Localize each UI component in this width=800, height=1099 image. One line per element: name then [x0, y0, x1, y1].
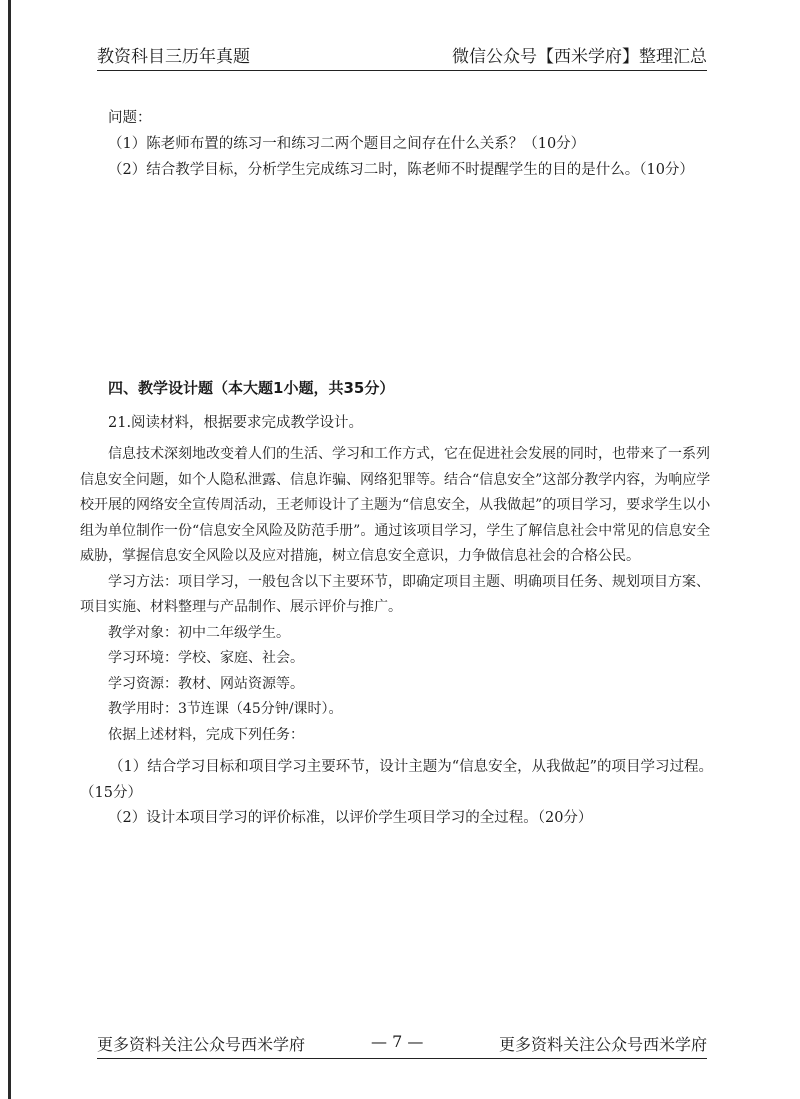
page-header	[97, 40, 707, 71]
section-instruction: 21.阅读材料，根据要求完成教学设计。	[108, 415, 364, 431]
page-footer	[97, 1032, 707, 1059]
footer-right: 更多资料关注公众号西米学府	[498, 1035, 707, 1054]
material-paragraph: 信息技术深刻地改变着人们的生活、学习和工作方式，它在促进社会发展的同时，也带来了一系列信息安全问题，如个人隐私泄露、信息诈骗、网络犯罪等。结合“信息安全”这部分教学内容，为响应学校开展的网络安全宣传周活动，王老师设计了主题为“信息安全，从我做起”的项目学习，要求学生以小组为单位制作一份“信息安全风险及防范手册”。通过该项目学习，学生了解信息社会中常见的信息安全威胁，掌握信息安全风险以及应对措施，树立信息安全意识，力争做信息社会的合格公民。	[80, 446, 711, 564]
section-title: 四、教学设计题（本大题1小题，共35分）	[108, 379, 395, 397]
question-1: （1）陈老师布置的练习一和练习二两个题目之间存在什么关系？（10分）	[108, 136, 586, 152]
footer-left: 更多资料关注公众号西米学府	[97, 1035, 306, 1054]
material-learning-method: 学习方法：项目学习，一般包含以下主要环节，即确定项目主题、明确项目任务、规划项目方案、项目实施、材料整理与产品制作、展示评价与推广。	[80, 573, 710, 615]
questions-label: 问题：	[108, 110, 152, 126]
material-teaching-object: 教学对象：初中二年级学生。	[108, 624, 290, 641]
header-right-title: 微信公众号【西米学府】整理汇总	[452, 47, 707, 67]
material-teaching-time: 教学用时：3节连课（45分钟/课时）。	[108, 701, 343, 717]
question-2: （2）结合教学目标，分析学生完成练习二时，陈老师不时提醒学生的目的是什么。（10分）	[108, 162, 694, 178]
task-2: （2）设计本项目学习的评价标准，以评价学生项目学习的全过程。（20分）	[108, 810, 593, 826]
reading-material	[80, 442, 720, 748]
material-learning-environment: 学习环境：学校、家庭、社会。	[108, 650, 304, 666]
material-learning-resources: 学习资源：教材、网站资源等。	[108, 675, 304, 692]
header-left-title: 教资科目三历年真题	[97, 47, 250, 67]
page-number: — 7 —	[371, 1032, 424, 1051]
scan-page-edge	[8, 0, 11, 1099]
task-1: （1）结合学习目标和项目学习主要环节，设计主题为“信息安全，从我做起”的项目学习过程。（15分）	[80, 759, 714, 801]
material-task-intro: 依据上述材料，完成下列任务：	[108, 726, 304, 743]
